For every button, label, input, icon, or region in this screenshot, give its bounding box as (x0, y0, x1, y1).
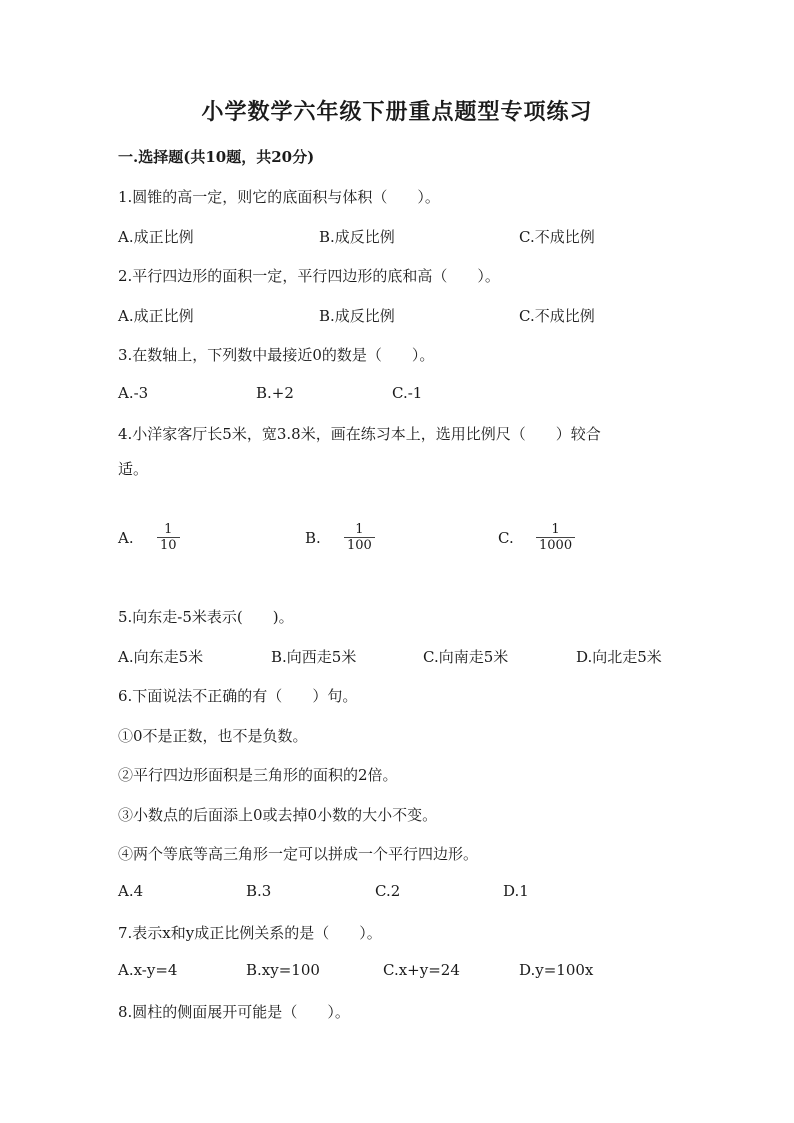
question-8-stem: 8.圆柱的侧面展开可能是（ ）。 (118, 1003, 350, 1021)
question-6-stem: 6.下面说法不正确的有（ ）句。 (118, 687, 358, 705)
question-4-stem-line-1: 4.小洋家客厅长5米，宽3.8米，画在练习本上，选用比例尺（ ）较合 (118, 425, 601, 443)
question-6-statement-1: ①0不是正数，也不是负数。 (118, 727, 308, 745)
question-2-option-b: B.成反比例 (319, 307, 395, 325)
question-3-option-b: B.+2 (256, 384, 294, 402)
question-1-option-c: C.不成比例 (519, 228, 595, 246)
question-7-option-d: D.y=100x (519, 961, 594, 979)
fraction-denominator: 10 (160, 538, 177, 553)
fraction-denominator: 100 (347, 538, 372, 553)
question-2-stem: 2.平行四边形的面积一定，平行四边形的底和高（ ）。 (118, 267, 500, 285)
question-3-option-c: C.-1 (392, 384, 423, 402)
question-5-option-d: D.向北走5米 (576, 648, 662, 666)
question-1-option-b: B.成反比例 (319, 228, 395, 246)
question-7-option-a: A.x-y=4 (118, 961, 178, 979)
question-7-option-b: B.xy=100 (246, 961, 320, 979)
question-2-option-a: A.成正比例 (118, 307, 194, 325)
question-3-option-a: A.-3 (118, 384, 149, 402)
question-3-stem: 3.在数轴上，下列数中最接近0的数是（ ）。 (118, 346, 435, 364)
section-heading: 一.选择题(共10题，共20分) (118, 148, 315, 166)
question-4-option-b-label: B. (305, 529, 321, 547)
fraction-denominator: 1000 (539, 538, 573, 553)
question-5-stem: 5.向东走-5米表示( )。 (118, 608, 294, 626)
question-4-option-b-fraction (344, 522, 375, 553)
question-6-statement-3: ③小数点的后面添上0或去掉0小数的大小不变。 (118, 806, 438, 824)
question-1-option-a: A.成正比例 (118, 228, 194, 246)
question-5-option-b: B.向西走5米 (271, 648, 357, 666)
question-6-option-c: C.2 (375, 882, 401, 900)
question-4-option-c-label: C. (498, 529, 514, 547)
question-4-stem-line-2: 适。 (118, 460, 149, 478)
question-6-option-b: B.3 (246, 882, 272, 900)
fraction-numerator: 1 (164, 522, 173, 537)
question-6-option-a: A.4 (118, 882, 144, 900)
question-5-option-c: C.向南走5米 (423, 648, 509, 666)
fraction-numerator: 1 (551, 522, 560, 537)
question-7-option-c: C.x+y=24 (383, 961, 460, 979)
question-4-option-c-fraction (536, 522, 575, 553)
question-1-stem: 1.圆锥的高一定，则它的底面积与体积（ ）。 (118, 188, 440, 206)
question-4-option-a-fraction (157, 522, 180, 553)
question-7-stem: 7.表示x和y成正比例关系的是（ ）。 (118, 924, 382, 942)
question-6-statement-2: ②平行四边形面积是三角形的面积的2倍。 (118, 766, 398, 784)
question-6-option-d: D.1 (503, 882, 529, 900)
question-6-statement-4: ④两个等底等高三角形一定可以拼成一个平行四边形。 (118, 845, 479, 863)
fraction-numerator: 1 (355, 522, 364, 537)
question-5-option-a: A.向东走5米 (118, 648, 204, 666)
question-4-option-a-label: A. (118, 529, 134, 547)
page-title: 小学数学六年级下册重点题型专项练习 (201, 99, 593, 125)
question-2-option-c: C.不成比例 (519, 307, 595, 325)
